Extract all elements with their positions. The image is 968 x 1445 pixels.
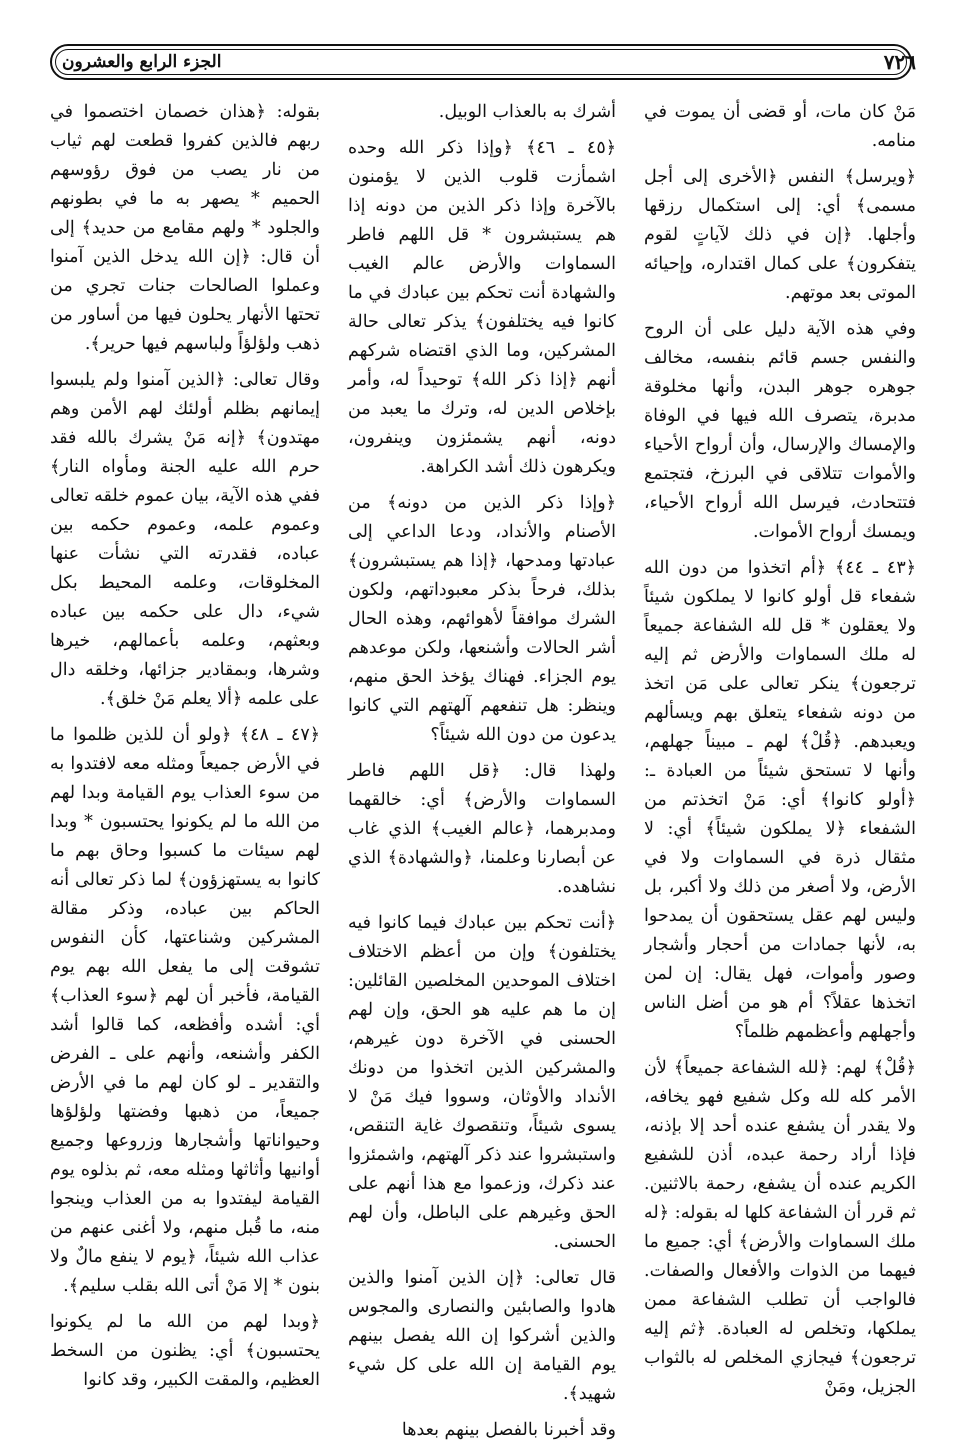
paragraph: بقوله: ﴿هذان خصمان اختصموا في ربهم فالذين كفروا قطعت لهم ثياب من نار يصب من فوق رؤوسهم الحميم * يصهر به ما في بطونهم والجلود * ولهم مقامع من حديد﴾ إلى أن قال: ﴿إن الله يدخل الذين آمنوا وعملوا الصالحات جنات تجري من تحتها الأنهار يحلون فيها من أساور من ذهب ولؤلؤاً ولباسهم فيها حرير﴾. bbox=[50, 102, 320, 354]
text-column-left bbox=[50, 98, 320, 1390]
paragraph: ﴿٤٣ ـ ٤٤﴾ ﴿أم اتخذوا من دون الله شفعاء قل أولو كانوا لا يملكون شيئاً ولا يعقلون * قل لله الشفاعة جميعاً له ملك السماوات والأرض ثم إليه ترجعون﴾ ينكر تعالى على مَن اتخذ من دونه شفعاء يتعلق بهم ويسألهم ويعبدهم. ﴿قُلْ﴾ لهم ـ مبيناً جهلهم، وأنها لا تستحق شيئاً من العبادة ـ: ﴿أولو كانوا﴾ أي: مَنْ اتخذتم من الشفعاء ﴿لا يملكون شيئاً﴾ أي: لا مثقال ذرة في السماوات ولا في الأرض، ولا أصغر من ذلك ولا أكبر، بل وليس لهم عقل يستحقون أن يمدحوا به، لأنها جمادات من أحجار وأشجار وصور وأموات، فهل يقال: إن لمن اتخذها عقلاً؟ أم هو من أضل الناس وأجهلهم وأعظمهم ظلماً؟ bbox=[644, 558, 916, 1042]
paragraph: أشرك به بالعذاب الوبيل. bbox=[438, 102, 616, 122]
text-column-middle bbox=[348, 98, 616, 1440]
paragraph: قال تعالى: ﴿إن الذين آمنوا والذين هادوا والصابئين والنصارى والمجوس والذين أشركوا إن الله يفصل بينهم يوم القيامة إن الله على كل شيء شهيد﴾. bbox=[348, 1268, 616, 1404]
paragraph: وقال تعالى: ﴿الذين آمنوا ولم يلبسوا إيمانهم بظلم أولئك لهم الأمن وهم مهتدون﴾ ﴿إنه مَنْ يشرك بالله فقد حرم الله عليه الجنة ومأواه النار﴾ ففي هذه الآية، بيان عموم خلقه تعالى وعموم علمه، وعموم حكمه بين عباده، فقدرته التي نشأت عنها المخلوقات، وعلمه المحيط بكل شيء، دال على حكمه بين عباده وبعثهم، وعلمه بأعمالهم، خيرها وشرها، وبمقادير جزائها، وخلقه دال على علمه ﴿ألا يعلم مَنْ خلق﴾. bbox=[50, 370, 320, 709]
text-column-right bbox=[644, 98, 916, 1397]
paragraph: ﴿قُلْ﴾ لهم: ﴿لله الشفاعة جميعاً﴾ لأن الأمر كله لله وكل شفيع فهو يخافه، ولا يقدر أن يشفع عنده أحد إلا بإذنه، فإذا أراد رحمة عبده، أذن للشفيع الكريم عنده أن يشفع، رحمة بالاثنين. ثم قرر أن الشفاعة كلها له بقوله: ﴿له ملك السماوات والأرض﴾ أي: جميع ما فيهما من الذوات والأفعال والصفات. فالواجب أن تطلب الشفاعة ممن يملكها، وتخلص له العبادة. ﴿ثم إليه ترجعون﴾ فيجازي المخلص له بالثواب الجزيل، ومَنْ bbox=[644, 1058, 916, 1397]
paragraph: ﴿ويرسل﴾ النفس ﴿الأخرى إلى أجل مسمى﴾ أي: إلى استكمال رزقها وأجلها. ﴿إن في ذلك لآياتٍ لقوم يتفكرون﴾ على كمال اقتداره، وإحيائه الموتى بعد موتهم. bbox=[644, 167, 916, 303]
paragraph: وفي هذه الآية دليل على أن الروح والنفس جسم قائم بنفسه، مخالف جوهره جوهر البدن، وأنها مخلوقة مدبرة، يتصرف الله فيها في الوفاة والإمساك والإرسال، وأن أرواح الأحياء والأموات تتلاقى في البرزخ، فتجتمع فتتحادث، فيرسل الله أرواح الأحياء، ويمسك أرواح الأموات. bbox=[644, 319, 916, 542]
paragraph: وقد أخبرنا بالفصل بينهم بعدها bbox=[401, 1420, 616, 1440]
paragraph: ولهذا قال: ﴿قل اللهم فاطر السماوات والأرض﴾ أي: خالقهما ومدبرهما، ﴿عالم الغيب﴾ الذي غاب عن أبصارنا وعلمنا، ﴿والشهادة﴾ الذي نشاهده. bbox=[348, 761, 616, 897]
paragraph: ﴿٤٧ ـ ٤٨﴾ ﴿ولو أن للذين ظلموا ما في الأرض جميعاً ومثله معه لافتدوا به من سوء العذاب يوم القيامة وبدا لهم من الله ما لم يكونوا يحتسبون * وبدا لهم سيئات ما كسبوا وحاق بهم ما كانوا به يستهزؤون﴾ لما ذكر تعالى أنه الحاكم بين عباده، وذكر مقالة المشركين وشناعتها، كأن النفوس تشوقت إلى ما يفعل الله بهم يوم القيامة، فأخبر أن لهم ﴿سوء العذاب﴾ أي: أشده وأفظعه، كما قالوا أشد الكفر وأشنعه، وأنهم على ـ الفرض والتقدير ـ لو كان لهم ما في الأرض جميعاً، من ذهبها وفضتها ولؤلؤها وحيواناتها وأشجارها وزروعها وجميع أوانيها وأثاثها ومثله معه، ثم بذلوه يوم القيامة ليفتدوا به من العذاب وينجوا منه، ما قُبل منهم، ولا أغنى عنهم من عذاب الله شيئاً، ﴿يوم لا ينفع مالٌ ولا بنون * إلا مَنْ أتى الله بقلب سليم﴾. bbox=[50, 725, 320, 1296]
paragraph: ﴿وإذا ذكر الذين من دونه﴾ من الأصنام والأنداد، ودعا الداعي إلى عبادتها ومدحها، ﴿إذا هم يستبشرون﴾ بذلك، فرحاً بذكر معبوداتهم، ولكون الشرك موافقاً لأهوائهم، وهذه الحال أشر الحالات وأشنعها، ولكن موعدهم يوم الجزاء. فهناك يؤخذ الحق منهم، وينظر: هل تنفعهم آلهتهم التي كانوا يدعون من دون الله شيئاً؟ bbox=[348, 493, 616, 745]
paragraph: ﴿أنت تحكم بين عبادك فيما كانوا فيه يختلفون﴾ وإن من أعظم الاختلاف اختلاف الموحدين المخلصين القائلين: إن ما هم عليه هو الحق، وإن لهم الحسنى في الآخرة دون غيرهم، والمشركين الذين اتخذوا من دونك الأنداد والأوثان، وسووا فيك مَنْ لا يسوى شيئاً، وتنقصوك غاية التنقص، واستبشروا عند ذكر آلهتهم، واشمئزوا عند ذكرك، وزعموا مع هذا أنهم على الحق وغيرهم على الباطل، وأن لهم الحسنى. bbox=[348, 913, 616, 1252]
paragraph: مَنْ كان مات، أو قضى أن يموت في منامه. bbox=[644, 102, 916, 151]
paragraph: ﴿٤٥ ـ ٤٦﴾ ﴿وإذا ذكر الله وحده اشمأزت قلوب الذين لا يؤمنون بالآخرة وإذا ذكر الذين من دونه إذا هم يستبشرون * قل اللهم فاطر السماوات والأرض عالم الغيب والشهادة أنت تحكم بين عبادك في ما كانوا فيه يختلفون﴾ يذكر تعالى حالة المشركين، وما الذي اقتضاه شركهم أنهم ﴿إذا ذكر الله﴾ توحيداً له، وأمر بإخلاص الدين له، وترك ما يعبد من دونه، أنهم يشمئزون وينفرون، ويكرهون ذلك أشد الكراهة. bbox=[348, 138, 616, 477]
paragraph: ﴿وبدا لهم من الله ما لم يكونوا يحتسبون﴾ أي: يظنون من السخط العظيم، والمقت الكبير، وقد كانوا bbox=[50, 1312, 320, 1390]
page-number: ٧٢٦ bbox=[883, 50, 916, 74]
running-title: الجزء الرابع والعشرون bbox=[62, 52, 222, 72]
